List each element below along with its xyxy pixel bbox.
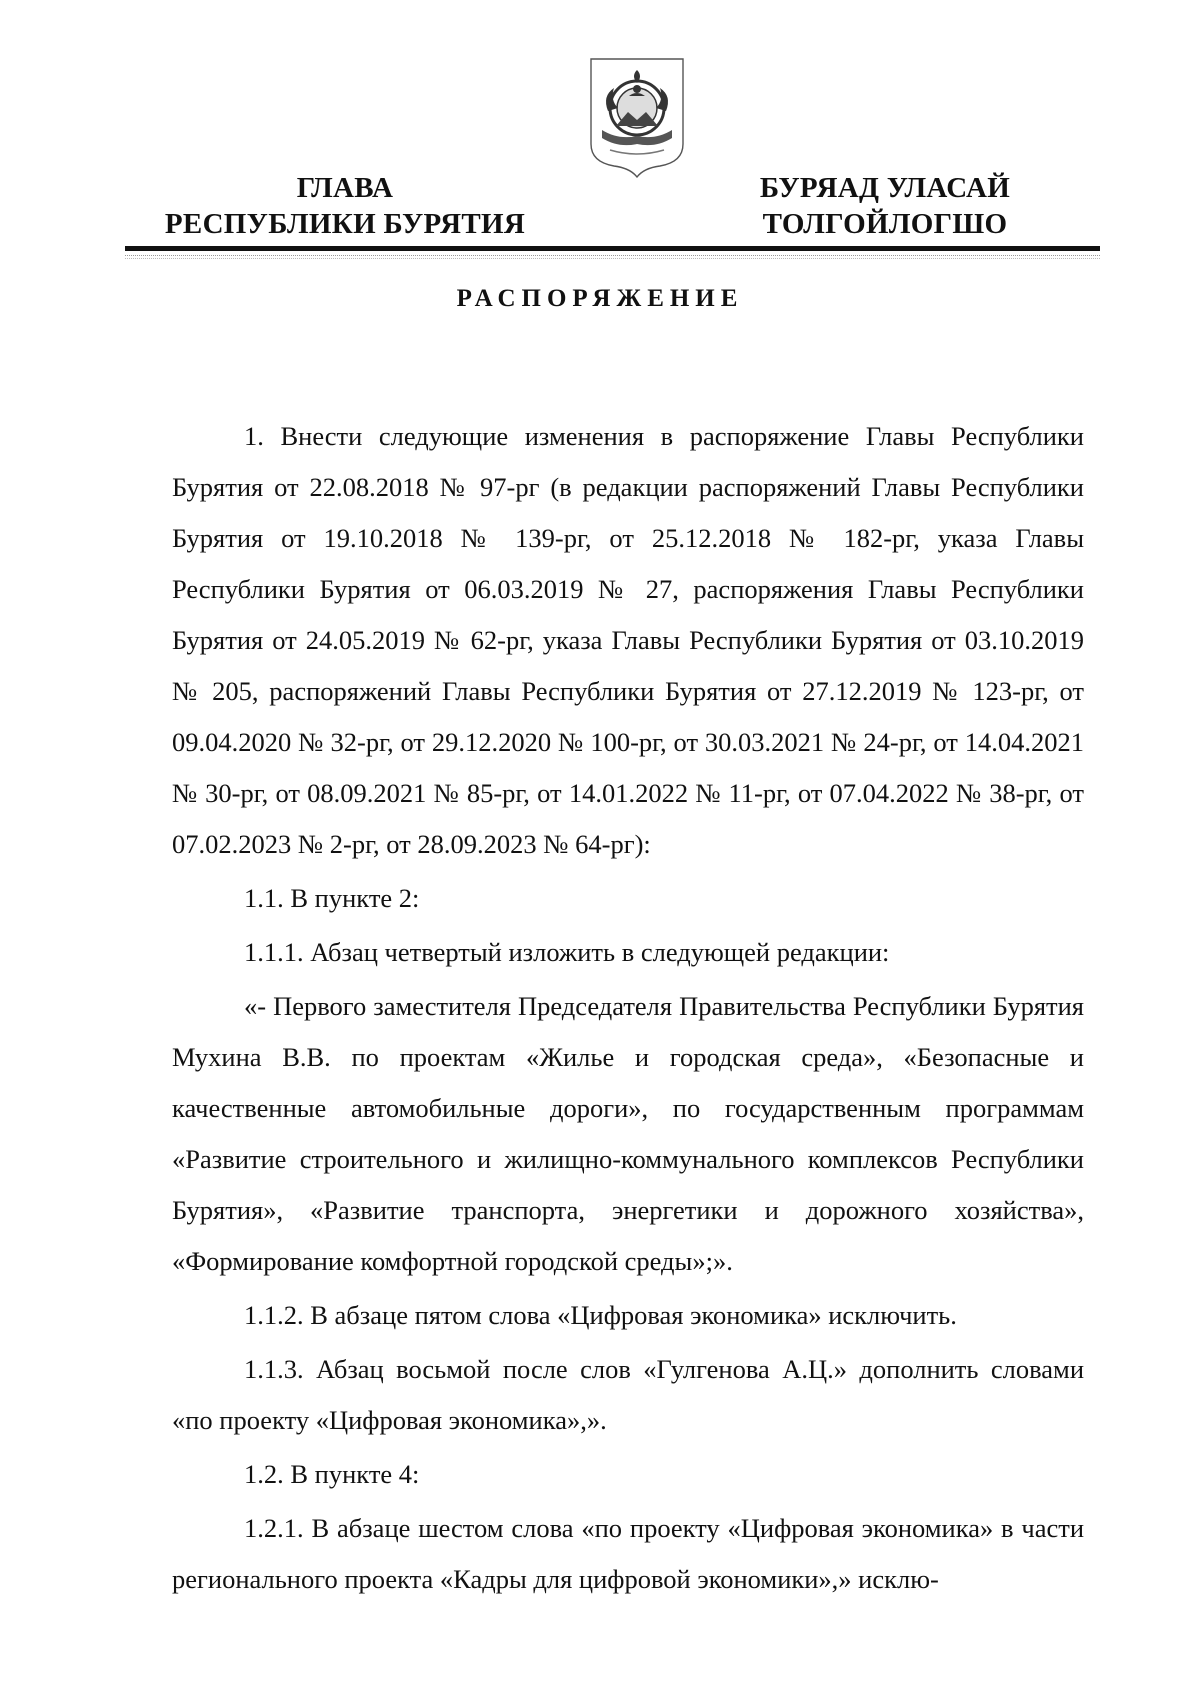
paragraph-1-1-2: 1.1.2. В абзаце пятом слова «Цифровая экономика» исключить. — [244, 1300, 957, 1330]
coat-of-arms-icon — [588, 56, 686, 178]
header-left-line2: РЕСПУБЛИКИ БУРЯТИЯ — [164, 208, 526, 240]
paragraph-1-1-3: 1.1.3. Абзац восьмой после слов «Гулгенова А.Ц.» дополнить словами «по проекту «Цифровая экономика»,». — [172, 1354, 1084, 1435]
header-right-line1: БУРЯАД УЛАСАЙ — [759, 172, 1011, 204]
document-title: РАСПОРЯЖЕНИЕ — [456, 285, 744, 312]
paragraph-1-1-1: 1.1.1. Абзац четвертый изложить в следующей редакции: — [244, 937, 890, 967]
header-divider-thin — [125, 255, 1100, 259]
paragraph-1-2-1: 1.2.1. В абзаце шестом слова «по проекту «Цифровая экономика» в части регионального проекта «Кадры для цифровой экономики»,» исклю- — [172, 1513, 1084, 1594]
header-right-block — [740, 170, 1030, 242]
paragraph-1-1: 1.1. В пункте 2: — [244, 883, 420, 913]
paragraph-1: 1. Внести следующие изменения в распоряжение Главы Республики Бурятия от 22.08.2018 № 97-рг (в редакции распоряжений Главы Республики Бурятия от 19.10.2018 № 139-рг, от 25.12.2018 № 182-рг, указа Главы Республики Бурятия от 06.03.2019 № 27, распоряжения Главы Республики Бурятия от 24.05.2019 № 62-рг, указа Главы Республики Бурятия от 03.10.2019 № 205, распоряжений Главы Республики Бурятия от 27.12.2019 № 123-рг, от 09.04.2020 № 32-рг, от 29.12.2020 № 100-рг, от 30.03.2021 № 24-рг, от 14.04.2021 № 30-рг, от 08.09.2021 № 85-рг, от 14.01.2022 № 11-рг, от 07.04.2022 № 38-рг, от 07.02.2023 № 2-рг, от 28.09.2023 № 64-рг): — [172, 421, 1084, 859]
header-left-line1: ГЛАВА — [296, 172, 394, 204]
paragraph-quote: «- Первого заместителя Председателя Правительства Республики Бурятия Мухина В.В. по проектам «Жилье и городская среда», «Безопасные и качественные автомобильные дороги», по государственным программам «Развитие строительного и жилищно-коммунального комплексов Республики Бурятия», «Развитие транспорта, энергетики и дорожного хозяйства», «Формирование комфортной городской среды»;». — [172, 991, 1084, 1276]
header-right-line2: ТОЛГОЙЛОГШО — [762, 208, 1008, 240]
header-left-block — [150, 170, 540, 242]
paragraph-1-2: 1.2. В пункте 4: — [244, 1459, 420, 1489]
header-divider-thick — [125, 246, 1100, 251]
document-body — [172, 411, 1084, 1605]
